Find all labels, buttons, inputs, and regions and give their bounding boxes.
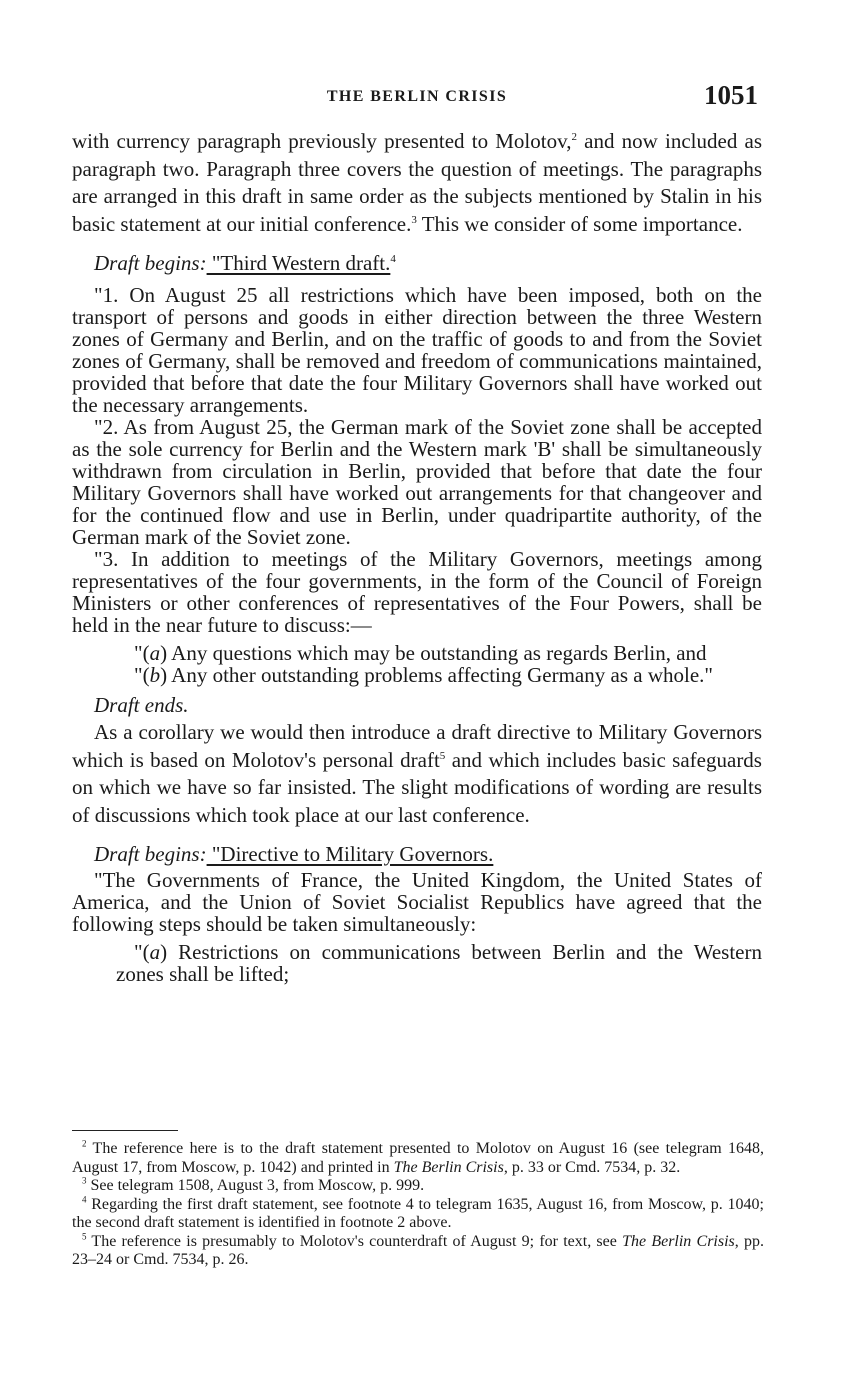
text-run: The reference is presumably to Molotov's counterdraft of August 9; for text, see	[86, 1232, 623, 1250]
italic-text: Draft ends.	[94, 692, 189, 717]
draft-paragraph-2	[72, 416, 762, 548]
text-run: See telegram 1508, August 3, from Moscow, p. 999.	[86, 1177, 425, 1194]
footnote-marker: 3	[411, 213, 417, 226]
footnote-4	[72, 1196, 764, 1233]
footnote-marker: 5	[439, 749, 446, 762]
draft-begins-directive	[72, 841, 762, 869]
italic-text: b	[149, 662, 161, 687]
text-run: "(	[134, 939, 150, 964]
draft-ends	[72, 692, 762, 720]
footnote-marker: 4	[390, 253, 396, 265]
directive-item-a	[116, 941, 762, 985]
running-head	[72, 80, 762, 116]
italic-text: The Berlin Crisis	[622, 1232, 735, 1250]
footnote-rule	[72, 1130, 178, 1131]
text-run: ) Any questions which may be outstanding as regards Berlin, and	[160, 640, 707, 665]
text-run: and which includes basic safeguards on which we have so far insisted. The slight modifications of wording are results of discussions which took place at our last conference.	[72, 747, 762, 827]
footnote-marker: 3	[82, 1175, 87, 1186]
text-run: ) Restrictions on communications between Berlin and the Western zones shall be lifted;	[116, 939, 762, 986]
italic-text: Draft begins:	[94, 251, 207, 275]
footnote-5	[72, 1233, 764, 1270]
text-run: ) Any other outstanding problems affecting Germany as a whole."	[160, 662, 713, 687]
text-run: , pp. 23–24 or Cmd. 7534, p. 26.	[72, 1232, 765, 1268]
text-run: , p. 33 or Cmd. 7534, p. 32.	[503, 1158, 681, 1176]
italic-text: The Berlin Crisis	[393, 1158, 504, 1176]
text-run: This we consider of some importance.	[416, 211, 743, 236]
text-run: "(	[134, 640, 150, 665]
paragraph-corollary	[72, 719, 762, 829]
text-run: "1. On August 25 all restrictions which have been imposed, both on the transport of persons and goods in either direction between the three Western zones of Germany and Berlin, and on the traffic of goods to and from the Soviet zones of Germany, shall be removed and freedom of communications maintained, provided that before that date the four Military Governors shall have worked out the necessary arrangements.	[72, 282, 762, 417]
footnotes	[72, 1140, 764, 1270]
text-run: The reference here is to the draft statement presented to Molotov on August 16 (see telegram 1648, August 17, from Moscow, p. 1042) and printed in	[72, 1140, 764, 1176]
italic-text: Draft begins:	[94, 842, 207, 866]
draft-paragraph-1	[72, 284, 762, 416]
text-run: "The Governments of France, the United Kingdom, the United States of America, and the Union of Soviet Socialist Republics have agreed that the following steps should be taken simultaneously:	[72, 867, 762, 936]
draft-begins-third-western	[72, 250, 762, 278]
directive-preamble	[72, 869, 762, 935]
footnote-marker: 2	[82, 1138, 87, 1149]
footnote-marker: 5	[82, 1231, 87, 1242]
main-text	[72, 128, 762, 985]
text-run: Regarding the first draft statement, see footnote 4 to telegram 1635, August 16, from Moscow, p. 1040; the second draft statement is identified in footnote 2 above.	[72, 1195, 764, 1231]
text-run: with currency paragraph previously presented to Molotov,	[72, 129, 572, 153]
page-number: 1051	[704, 80, 758, 110]
footnote-marker: 4	[82, 1194, 87, 1205]
text-run: As a corollary we would then introduce a draft directive to Military Governors which is based on Molotov's personal draft	[72, 720, 762, 772]
text-run: "Third Western draft.	[206, 251, 391, 275]
text-run: and now included as paragraph two. Paragraph three covers the question of meetings. The paragraphs are arranged in this draft in same order as the subjects mentioned by Stalin in his basic statement at our initial conference.	[72, 129, 762, 236]
draft-item-b	[116, 664, 762, 686]
footnote-3	[72, 1177, 764, 1196]
text-run: "Directive to Military Governors.	[206, 842, 494, 866]
draft-paragraph-3	[72, 548, 762, 636]
paragraph-currency-intro	[72, 128, 762, 238]
italic-text: a	[149, 939, 161, 964]
text-run: "(	[134, 662, 150, 687]
footnote-2	[72, 1140, 764, 1177]
text-run: "2. As from August 25, the German mark of the Soviet zone shall be accepted as the sole currency for Berlin and the Western mark 'B' shall be simultaneously withdrawn from circulation in Berlin, provided that before that date the four Military Governors shall have worked out arrangements for that changeover and for the continued flow and use in Berlin, under quadripartite authority, of the German mark of the Soviet zone.	[72, 414, 762, 549]
italic-text: a	[149, 640, 161, 665]
text-run: "3. In addition to meetings of the Military Governors, meetings among representatives of the four governments, in the form of the Council of Foreign Ministers or other conferences of representatives of the Four Powers, shall be held in the near future to discuss:—	[72, 546, 762, 637]
footnote-marker: 2	[571, 131, 577, 143]
running-title: THE BERLIN CRISIS	[326, 88, 508, 105]
draft-item-a	[116, 642, 762, 664]
